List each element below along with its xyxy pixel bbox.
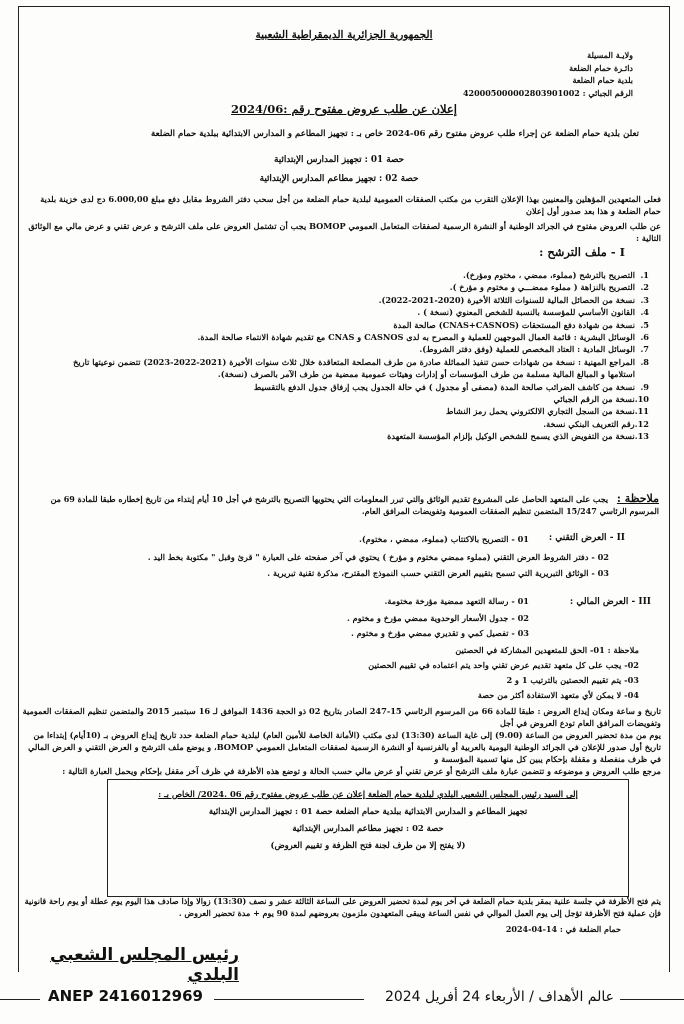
- envelope-line-3: حصة 02 : تجهيز مطاعم المدارس الإبتدائية: [292, 823, 444, 833]
- envelope-box: [107, 779, 629, 897]
- fiscal-id: [373, 87, 633, 100]
- republic-heading: الجمهورية الجزائرية الديمقراطية الشعبية: [255, 29, 433, 41]
- technical-item-2: 02 - دفتر الشروط العرض التقني (مملوء ممضي مختوم و مؤرخ ) يحتوي في آخر صفحته على العبارة " قرئ وقبل " مكتوبة بخط اليد .: [147, 552, 609, 562]
- note-justification: [19, 493, 659, 517]
- list-item: 10. نسخة من الرقم الجبائي: [553, 394, 649, 405]
- paragraph-withdrawal: فعلى المتعهدين المؤهلين والمعنيين بهذا الإعلان التقرب من مكتب الصفقات العمومية لبلدية حمام الضلعة من أجل سحب دفتر الشروط مقابل دفع مبلغ 6.000,00 دج لدى خزينة بلدية حمام الضلعة و هذا بعد صدور أول إعلان: [40, 194, 661, 216]
- list-item: 4. القانون الأساسي للمؤسسة بالنسبة للشخص المعنوي (نسخة ) .: [417, 307, 649, 318]
- envelope-line-2: تجهيز المطاعم و المدارس الابتدائية ببلدية حمام الضلعة حصة 01 : تجهيز المدارس الإبتدائية: [208, 806, 528, 816]
- lot-2: حصة 02 : تجهيز مطاعم المدارس الإبتدائية: [259, 174, 419, 184]
- list-item: 7. الوسائل المادية : العتاد المخصص للعملية (وفق دفتر الشروط).: [419, 344, 649, 355]
- technical-item-3: 03 - الوثائق التبريرية التي تسمح بتقييم العرض التقني حسب النموذج المقترح، مذكرة تقنية تبريرية .: [267, 568, 609, 578]
- list-item: 6. الوسائل البشرية : قائمة العمال الموجهين للعملية و المصرح به لدى CASNOS و CNAS مع تقديم شهادة الانتماء صالحة المدة.: [197, 332, 649, 343]
- section-technical-title: II - العرض التقني :: [548, 533, 625, 543]
- list-item: 1. التصريح بالترشح (مملوء، ممضي ، مختوم ومؤرخ).: [462, 270, 649, 280]
- fiscal-label: الرقم الجبائي :: [582, 87, 633, 98]
- lots-notes: [119, 643, 639, 703]
- list-item: 11. نسخة من السجل التجاري الالكتروني يحمل رمز النشاط: [445, 406, 649, 417]
- footer-rule-left: [0, 999, 40, 1000]
- lots-note-2: 02- يجب على كل متعهد تقديم عرض تقني واحد يتم اعتماده في تقييم الحصتين: [368, 660, 639, 670]
- issuer-block: [373, 49, 633, 99]
- newspaper-footer: [0, 985, 684, 1019]
- technical-item-1: 01 - التصريح بالاكتتاب (مملوء، ممضي ، مختوم).: [359, 534, 529, 544]
- lots-note-1: ملاحظة : 01- الحق للمتعهدين المشاركة في الحصتين: [455, 645, 639, 655]
- anep-reference: ANEP 2416012969: [48, 987, 203, 1005]
- list-item: 2. التصريح بالنزاهة ( مملوء ممضـــي و مختوم و مؤرخ ).: [449, 282, 649, 293]
- list-item: 13. نسخة من التفويض الذي يسمح للشخص الوكيل بإلزام المؤسسة المتعهدة: [387, 431, 649, 442]
- fiscal-number: 420005000002803901002: [462, 87, 580, 98]
- issuer-daira: دائـرة حمام الضلعة: [569, 62, 633, 73]
- signature-title: رئيس المجلس الشعبي البلدي: [49, 945, 239, 985]
- financial-item-2: 02 - جدول الأسعار الوحدوية ممضي مؤرخ و مختوم .: [346, 613, 529, 623]
- financial-item-3: 03 - تفصيل كمي و تقديري ممضي مؤرخ و مختوم .: [351, 628, 529, 638]
- lot-1: حصة 01 : تجهيز المدارس الإبتدائية: [274, 155, 404, 165]
- paragraph-envelope: مرجع طلب العروض و موضوعه و تتضمن عبارة ملف الترشح أو عرض تقني أو عرض مالي حسب الحالة و توضع هذه الأظرفة في ظرف آخر مقفل بإحكام ويحمل العبارة التالية :: [62, 766, 661, 776]
- note-text: يجب على المتعهد الحاصل على المشروع تقديم الوثائق والتي تبرر المعلومات التي يحتويها التصريح بالترشح في أجل 10 أيام إبتداء من تاريخ إخطاره طبقا للمادة 69 من المرسوم الرئاسي 15/247 المتضمن تنظيم الصفقات العمومية وتفويضات المرافق العام.: [50, 494, 659, 516]
- list-item: 9. نسخة من كاشف الضرائب صالحة المدة (مصفى أو مجدول ) في حالة الجدول يجب إرفاق جدول الدفع بالتقسيط: [253, 381, 649, 392]
- envelope-line-1: إلى السيد رئيس المجلس الشعبي البلدي لبلدية حمام الضلعة إعلان عن طلب عروض مفتوح رقم 06 .2024/ الخاص بـ :: [158, 789, 578, 799]
- paragraph-bomop: عن طلب العروض مفتوح في الجرائد الوطنية أو النشرة الرسمية لصفقات المتعامل العمومي BOMOP يجب أن تشتمل العروض على ملف الترشح و عرض تقني و عرض مالي مع الوثائق التالية :: [28, 221, 661, 243]
- newspaper-date: عالم الأهداف / الأربعاء 24 أفريل 2024: [384, 989, 614, 1005]
- envelope-line-4: (لا يفتح إلا من طرف لجنة فتح الظرفة و تقييم العروض): [270, 840, 466, 850]
- section-candidacy-title: I - ملف الترشح :: [539, 245, 625, 259]
- note-label: ملاحظة :: [616, 492, 659, 505]
- footer-rule-middle: [214, 999, 364, 1000]
- paragraph-opening: يتم فتح الأظرفة في جلسة علنية بمقر بلدية حمام الضلعة في آخر يوم لمدة تحضير العروض على الساعة الثالثة عشر و نصف (13:30) زوالا وإذا صادف هذا اليوم يوم عطلة أو يوم راحة قانونية فإن عملية فتح الأظرفة تؤجل إلى يوم العمل الموالي في نفس الساعة ويبقى المتعهدون ملزمون بعروضهم لمدة 90 يوم + مدة تحضير العروض .: [24, 896, 661, 918]
- issue-date: حمام الضلعة في : 14-04-2024: [505, 924, 621, 934]
- list-item: 12. رقم التعريف البنكي نسخة.: [543, 418, 649, 429]
- notice-title: إعلان عن طلب عروض مفتوح رقم :2024/06: [231, 102, 457, 116]
- list-item: 8. المراجع المهنية : نسخة من شهادات حسن تنفيذ المماثلة صادرة من طرف المصلحة المتعاقدة خلال ثلاث سنوات الأخيرة (2021-2022-2023) تتضمن نوعيتها تاريخ استلامها و المبالغ المالية مسلمة من طرف المؤسسات أو إدارات وهيئات عمومية ممضية من طرف الآمر بالصرف (نسخة).: [73, 356, 649, 380]
- lots-block: [209, 151, 469, 189]
- notice-intro: تعلن بلدية حمام الضلعة عن إجراء طلب عروض مفتوح رقم 06-2024 خاص بـ : تجهيز المطاعم و المدارس الابتدائية ببلدية حمام الضلعة: [150, 129, 639, 139]
- paragraph-deposit: تاريخ و ساعة ومكان إيداع العروض : طبقا للمادة 66 من المرسوم الرئاسي 15-247 الصادر بتاريخ 02 ذو الحجة 1436 الموافق لـ 16 سبتمبر 2015 والمتضمن تنظيم الصفقات العمومية وتفويضات المرافق العام تودع العروض في أجل: [22, 706, 661, 728]
- notice-page: [18, 6, 670, 985]
- financial-item-1: 01 - رسالة التعهد ممضية مؤرخة مختومة.: [384, 596, 529, 606]
- candidacy-list: [49, 269, 649, 443]
- lots-note-4: 04- لا يمكن لأي متعهد الاستفادة أكثر من حصة: [477, 690, 639, 700]
- section-financial-title: III - العرض المالي :: [569, 597, 651, 607]
- issuer-commune: بلدية حمام الضلعة: [572, 75, 633, 85]
- list-item: 5. نسخة من شهادة دفع المستحقات (CNAS+CASNOS) صالحة المدة: [393, 319, 649, 330]
- list-item: 3. نسخة من الحصائل المالية للسنوات الثلاثة الأخيرة (2020-2021-2022).: [378, 294, 649, 305]
- lots-note-3: 03- يتم تقييم الحصتين بالترتيب 1 و 2: [506, 675, 639, 685]
- paragraph-deadline: يوم من مدة تحضير العروض من الساعة (9.00) إلى غاية الساعة (13:30) لدى مكتب (الأمانة الخاصة للأمين العام) لبلدية حمام الضلعة حدد تاريخ إيداع العروض بـ (10أيام) إبتداءا من تاريخ أول صدور للإعلان في الجرائد الوطنية اليومية بالعربية أو بالفرنسية أو النشرة الرسمية لصفقات المتعامل العمومي BOMOP، و يوضع ملف الترشح و العرض التقني و العرض المالي في ظرف منفصلة و مقفلة بإحكام يبين كل منها تسمية المؤسسة و: [28, 730, 661, 764]
- issuer-state: ولايـة المسيلة: [587, 50, 633, 60]
- footer-rule-right: [620, 999, 684, 1000]
